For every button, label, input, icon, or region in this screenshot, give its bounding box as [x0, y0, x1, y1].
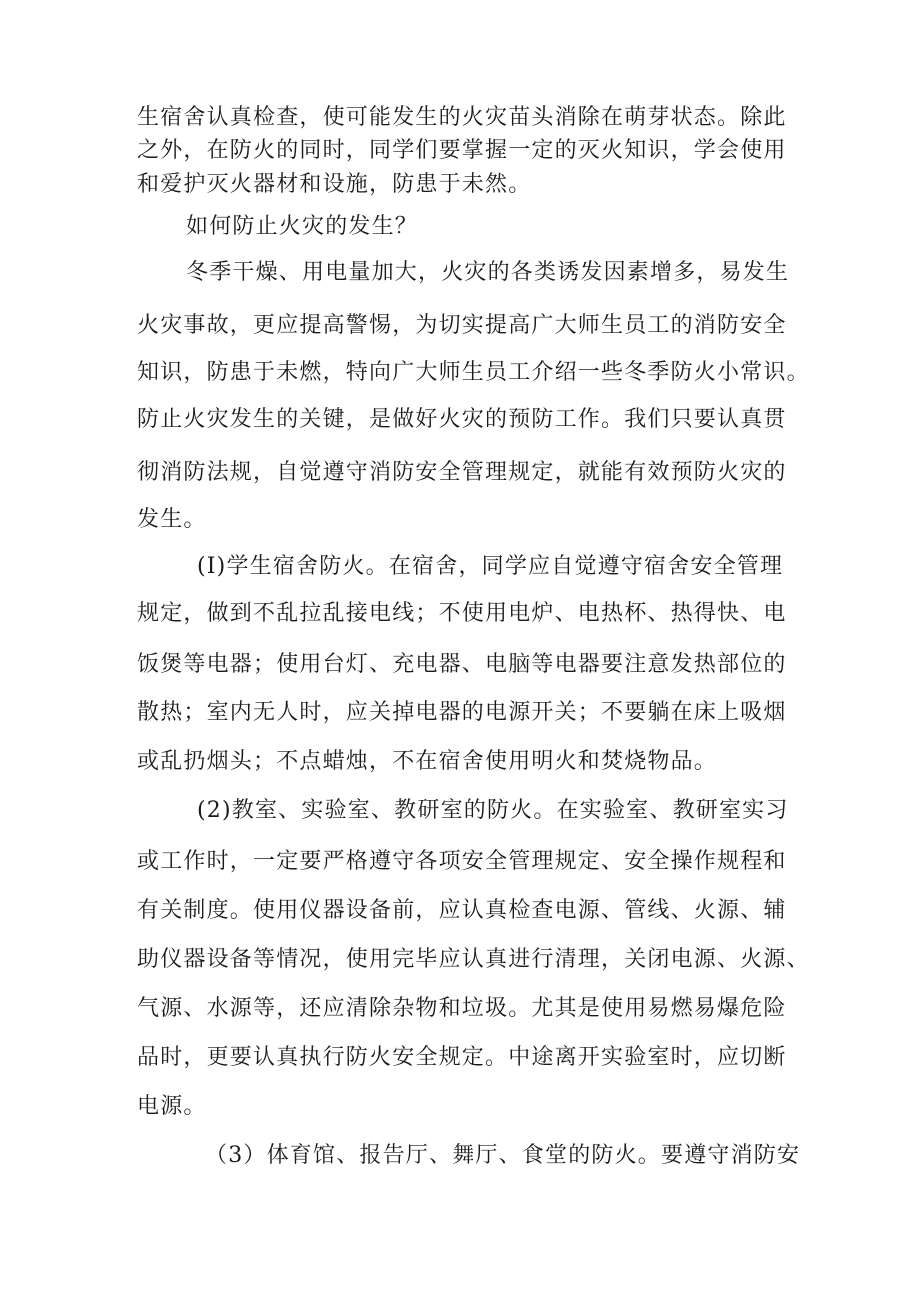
intro-line-1: 生宿舍认真检查，使可能发生的火灾苗头消除在萌芽状态。除此 — [137, 105, 787, 130]
item2-line-7: 电源。 — [137, 1094, 207, 1119]
item1-line-4: 散热；室内无人时，应关掉电器的电源开关；不要躺在床上吸烟 — [137, 700, 787, 725]
intro-line-2: 之外，在防火的同时，同学们要掌握一定的灭火知识，学会使用 — [137, 138, 787, 163]
paragraph1-line-2: 火灾事故，更应提高警惕，为切实提高广大师生员工的消防安全 — [137, 313, 787, 338]
paragraph1-line-5: 彻消防法规，自觉遵守消防安全管理规定，就能有效预防火灾的 — [137, 460, 787, 485]
item1-line-5: 或乱扔烟头；不点蜡烛，不在宿舍使用明火和焚烧物品。 — [137, 749, 718, 774]
paragraph1-line-6: 发生。 — [137, 507, 207, 532]
section-heading: 如何防止火灾的发生？ — [186, 214, 419, 239]
item2-line-6: 品时，更要认真执行防火安全规定。中途离开实验室时，应切断 — [137, 1045, 787, 1070]
item1-line-2: 规定，做到不乱拉乱接电线；不使用电炉、电热杯、热得快、电 — [137, 601, 787, 626]
item2-line-3: 有关制度。使用仪器设备前，应认真检查电源、管线、火源、辅 — [137, 898, 787, 923]
item2-line-1: (2)教室、实验室、教研室的防火。在实验室、教研室实习 — [197, 798, 789, 823]
item3-line-1: （3）体育馆、报告厅、舞厅、食堂的防火。要遵守消防安 — [205, 1143, 801, 1168]
item2-line-2: 或工作时，一定要严格遵守各项安全管理规定、安全操作规程和 — [137, 849, 787, 874]
intro-line-3: 和爱护灭火器材和设施，防患于未然。 — [137, 172, 532, 197]
paragraph1-line-3: 知识，防患于未燃，特向广大师生员工介绍一些冬季防火小常识。 — [137, 360, 810, 385]
paragraph1-line-1: 冬季干燥、用电量加大，火灾的各类诱发因素增多，易发生 — [186, 260, 790, 285]
item1-line-3: 饭煲等电器；使用台灯、充电器、电脑等电器要注意发热部位的 — [137, 652, 787, 677]
item2-line-5: 气源、水源等，还应清除杂物和垃圾。尤其是使用易燃易爆危险 — [137, 996, 787, 1021]
item2-line-4: 助仪器设备等情况，使用完毕应认真进行清理，关闭电源、火源、 — [137, 947, 810, 972]
paragraph1-line-4: 防止火灾发生的关键，是做好火灾的预防工作。我们只要认真贯 — [137, 407, 787, 432]
item1-line-1: (I)学生宿舍防火。在宿舍，同学应自觉遵守宿舍安全管理 — [197, 554, 784, 579]
